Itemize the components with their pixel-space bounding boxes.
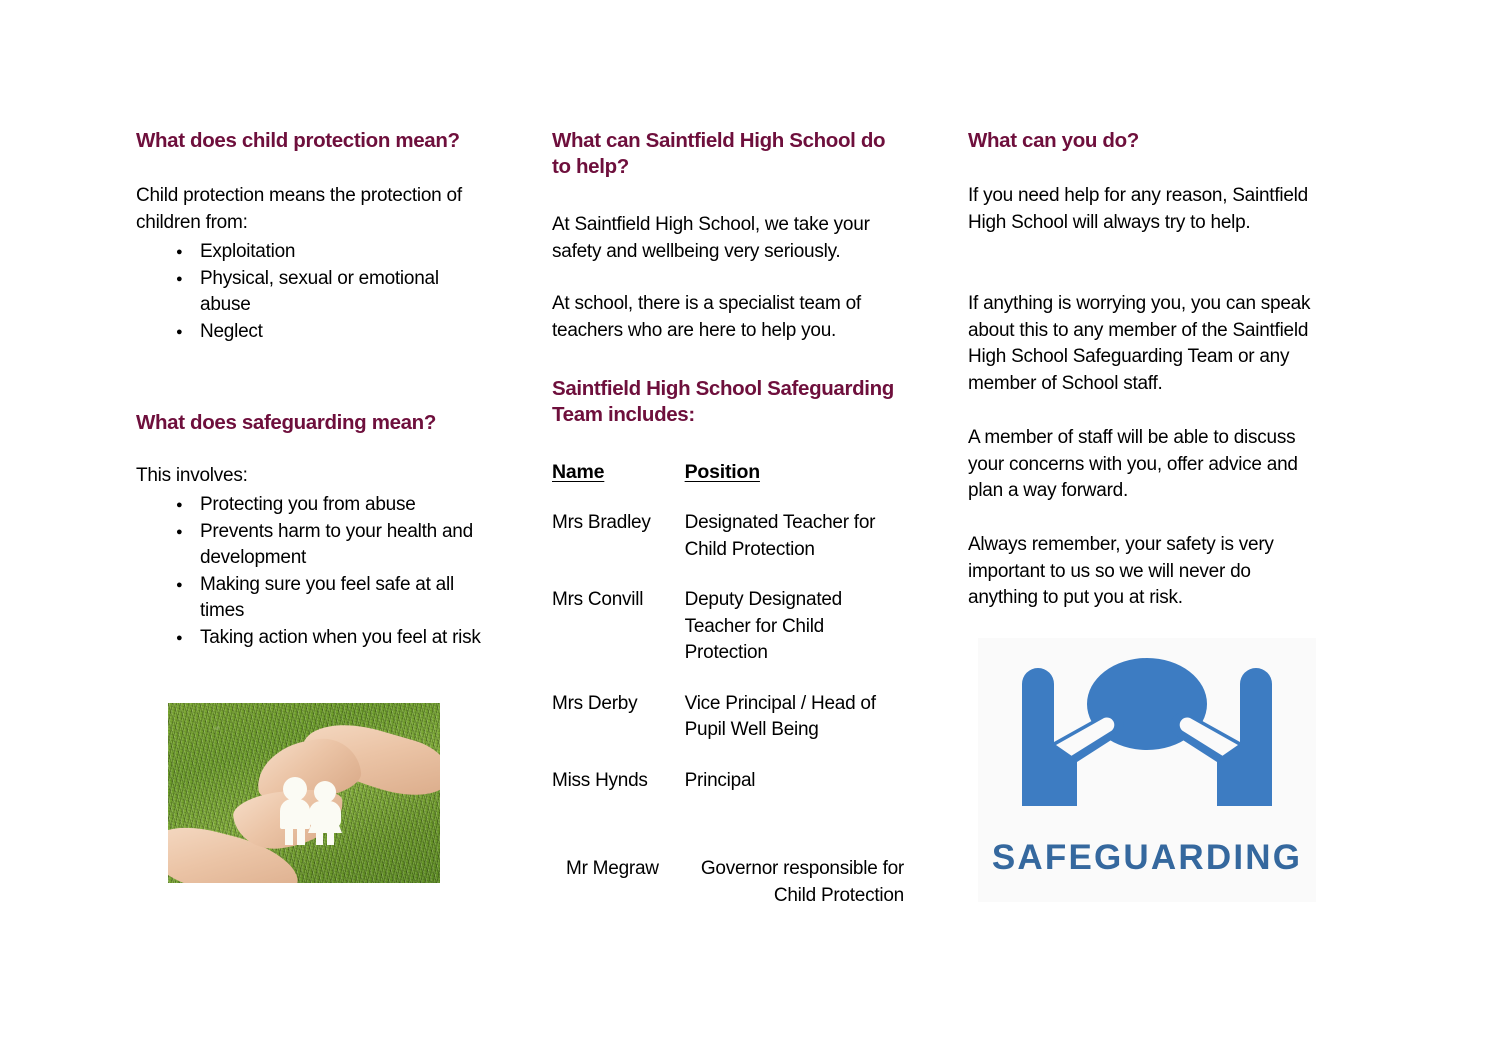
column-middle <box>552 0 912 1058</box>
child-protection-intro: Child protection means the protection of children from: <box>136 185 462 233</box>
safeguarding-hands-icon <box>978 638 1316 836</box>
safeguarding-logo-word: SAFEGUARDING <box>991 838 1303 877</box>
child-protection-bullet-list <box>136 239 488 345</box>
safeguarding-bullet-list <box>136 492 488 651</box>
team-member-position: Vice Principal / Head of Pupil Well Being <box>684 692 876 740</box>
child-figure-girl-leg-left <box>316 831 323 845</box>
heading-safeguarding: What does safeguarding mean? <box>136 411 437 434</box>
table-row <box>552 691 904 768</box>
team-member-position: Governor responsible for Child Protection <box>700 858 904 906</box>
team-member-position: Designated Teacher for Child Protection <box>684 512 876 560</box>
child-figure-boy-leg-left <box>285 823 293 845</box>
list-item: ● Physical, sexual or emotional abuse <box>136 266 488 319</box>
list-item: ● Taking action when you feel at risk <box>136 625 488 652</box>
table-row <box>552 856 904 933</box>
column-header-name: Name <box>552 461 605 483</box>
what-you-can-do-paragraph-2: If anything is worrying you, you can speak about this to any member of the Saintfield High School Safeguarding Team or any member of School staff. <box>968 293 1311 394</box>
child-figure-girl-icon <box>314 781 336 803</box>
child-figure-girl-leg-right <box>327 831 334 845</box>
heading-what-can-you-do: What can you do? <box>968 129 1139 152</box>
list-item: ● Neglect <box>136 319 488 346</box>
safeguarding-logo <box>978 638 1316 902</box>
column-right <box>968 0 1320 1058</box>
table-row <box>552 510 904 587</box>
hands-protecting-children-photo <box>168 703 440 883</box>
heading-what-can-school-do: What can Saintfield High School do to help? <box>552 129 886 178</box>
team-member-name: Mrs Derby <box>552 692 638 714</box>
team-member-name: Miss Hynds <box>552 769 648 791</box>
what-you-can-do-paragraph-1: If you need help for any reason, Saintfield High School will always try to help. <box>968 185 1308 233</box>
heading-child-protection: What does child protection mean? <box>136 129 460 152</box>
team-member-position: Deputy Designated Teacher for Child Protection <box>684 589 842 663</box>
table-header-row <box>552 461 904 510</box>
table-row <box>552 587 904 691</box>
child-figure-boy-icon <box>283 777 307 801</box>
list-item: ● Making sure you feel safe at all times <box>136 572 488 625</box>
what-you-can-do-paragraph-3: A member of staff will be able to discuss your concerns with you, offer advice and plan a way forward. <box>968 427 1298 501</box>
list-item: ● Protecting you from abuse <box>136 492 488 519</box>
team-member-name: Mr Megraw <box>566 858 659 879</box>
column-header-position: Position <box>684 461 760 483</box>
child-figure-boy-leg-right <box>297 823 305 845</box>
school-help-paragraph-2: At school, there is a specialist team of teachers who are here to help you. <box>552 293 861 341</box>
heading-safeguarding-team: Saintfield High School Safeguarding Team includes: <box>552 377 894 426</box>
safeguarding-intro: This involves: <box>136 465 248 486</box>
safeguarding-team-table <box>552 461 904 933</box>
team-member-position: Principal <box>684 769 756 791</box>
column-left <box>136 0 488 1058</box>
table-row <box>552 768 904 857</box>
team-member-name: Mrs Bradley <box>552 512 651 533</box>
child-figure-girl-skirt <box>308 819 342 833</box>
list-item: ● Prevents harm to your health and development <box>136 519 488 572</box>
list-item: ● Exploitation <box>136 239 488 266</box>
team-member-name: Mrs Convill <box>552 589 644 610</box>
what-you-can-do-paragraph-4: Always remember, your safety is very important to us so we will never do anything to put you at risk. <box>968 534 1274 608</box>
school-help-paragraph-1: At Saintfield High School, we take your safety and wellbeing very seriously. <box>552 214 870 262</box>
